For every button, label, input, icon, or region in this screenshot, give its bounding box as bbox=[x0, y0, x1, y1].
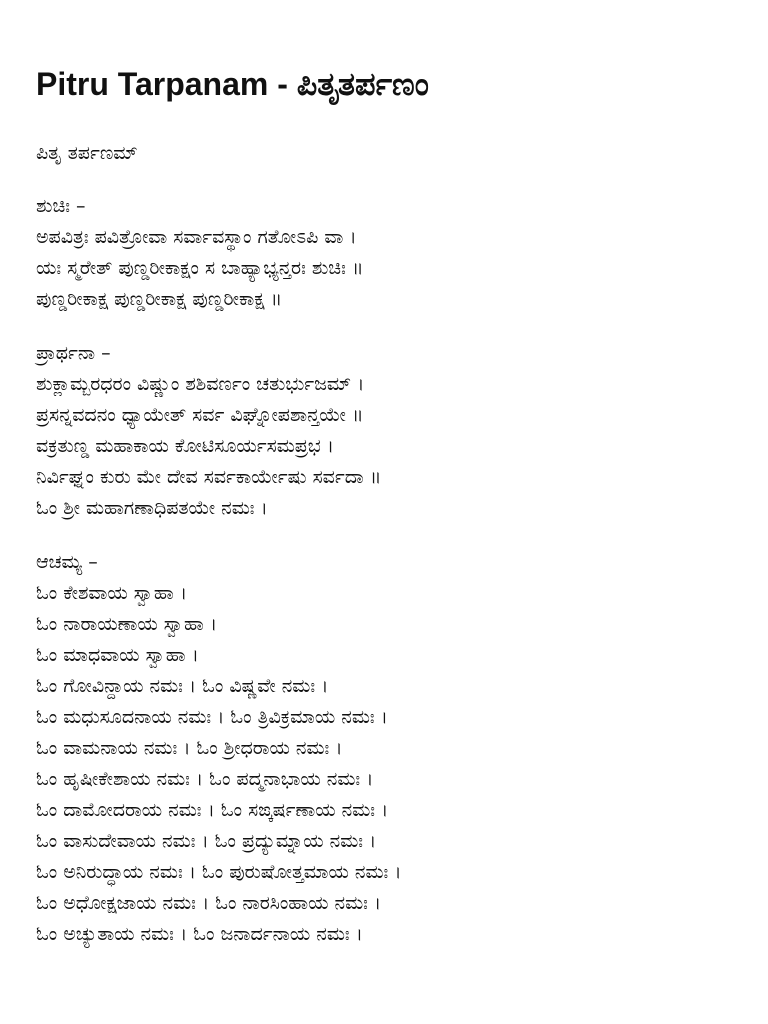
document-page bbox=[36, 58, 736, 973]
verse-line: ಓಂ ಮಧುಸೂದನಾಯ ನಮಃ । ಓಂ ತ್ರಿವಿಕ್ರಮಾಯ ನಮಃ । bbox=[36, 706, 388, 728]
verse-line: ಓಂ ಗೋವಿನ್ದಾಯ ನಮಃ । ಓಂ ವಿಷ್ಣವೇ ನಮಃ । bbox=[36, 675, 329, 697]
verse-line: ಯಃ ಸ್ಮರೇತ್ ಪುಣ್ಡರೀಕಾಕ್ಷಂ ಸ ಬಾಹ್ಯಾಭ್ಯನ್ತರಃ ಶುಚಿಃ ॥ bbox=[36, 257, 364, 279]
section-prarthana bbox=[36, 338, 736, 524]
verse-line: ಓಂ ದಾಮೋದರಾಯ ನಮಃ । ಓಂ ಸಙ್ಕರ್ಷಣಾಯ ನಮಃ । bbox=[36, 799, 389, 821]
verse-line: ಓಂ ಅನಿರುದ್ಧಾಯ ನಮಃ । ಓಂ ಪುರುಷೋತ್ತಮಾಯ ನಮಃ । bbox=[36, 861, 402, 883]
verse-line: ಓಂ ಶ್ರೀ ಮಹಾಗಣಾಧಿಪತಯೇ ನಮಃ । bbox=[36, 497, 268, 519]
verse-line: ಓಂ ಹೃಷೀಕೇಶಾಯ ನಮಃ । ಓಂ ಪದ್ಮನಾಭಾಯ ನಮಃ । bbox=[36, 768, 374, 790]
verse-line: ನಿರ್ವಿಘ್ನಂ ಕುರು ಮೇ ದೇವ ಸರ್ವಕಾರ್ಯೇಷು ಸರ್ವದಾ ॥ bbox=[36, 466, 382, 488]
verse-line: ಓಂ ವಾಮನಾಯ ನಮಃ । ಓಂ ಶ್ರೀಧರಾಯ ನಮಃ । bbox=[36, 737, 343, 759]
verse-line: ಪುಣ್ಡರೀಕಾಕ್ಷ ಪುಣ್ಡರೀಕಾಕ್ಷ ಪುಣ್ಡರೀಕಾಕ್ಷ ॥ bbox=[36, 288, 283, 310]
section-heading: ಶುಚಿಃ – bbox=[36, 195, 86, 217]
verse-line: ಶುಕ್ಲಾಮ್ಬರಧರಂ ವಿಷ್ಣುಂ ಶಶಿವರ್ಣಂ ಚತುರ್ಭುಜಮ್ । bbox=[36, 373, 365, 395]
section-achamya bbox=[36, 547, 736, 950]
section-shuchi bbox=[36, 191, 736, 315]
subtitle: ಪಿತೃ ತರ್ಪಣಮ್ bbox=[36, 142, 138, 164]
verse-line: ಅಪವಿತ್ರಃ ಪವಿತ್ರೋವಾ ಸರ್ವಾವಸ್ಥಾಂ ಗತೋಽಪಿ ವಾ । bbox=[36, 226, 357, 248]
verse-line: ಓಂ ಮಾಧವಾಯ ಸ್ವಾಹಾ । bbox=[36, 644, 199, 666]
section-heading: ಆಚಮ್ಯ – bbox=[36, 551, 98, 573]
section-heading: ಪ್ರಾರ್ಥನಾ – bbox=[36, 342, 111, 364]
page-title: Pitru Tarpanam - ಪಿತೃತರ್ಪಣಂ bbox=[36, 66, 429, 102]
verse-line: ಓಂ ವಾಸುದೇವಾಯ ನಮಃ । ಓಂ ಪ್ರದ್ಯುಮ್ನಾಯ ನಮಃ । bbox=[36, 830, 377, 852]
verse-line: ಓಂ ನಾರಾಯಣಾಯ ಸ್ವಾಹಾ । bbox=[36, 613, 218, 635]
verse-line: ಓಂ ಕೇಶವಾಯ ಸ್ವಾಹಾ । bbox=[36, 582, 188, 604]
verse-line: ಓಂ ಅಧೋಕ್ಷಜಾಯ ನಮಃ । ಓಂ ನಾರಸಿಂಹಾಯ ನಮಃ । bbox=[36, 892, 382, 914]
verse-line: ಓಂ ಅಚ್ಯುತಾಯ ನಮಃ । ಓಂ ಜನಾರ್ದನಾಯ ನಮಃ । bbox=[36, 923, 363, 945]
verse-line: ಪ್ರಸನ್ನವದನಂ ಧ್ಯಾಯೇತ್ ಸರ್ವ ವಿಘ್ನೋಪಶಾನ್ತಯೇ ॥ bbox=[36, 404, 364, 426]
verse-line: ವಕ್ರತುಣ್ಡ ಮಹಾಕಾಯ ಕೋಟಿಸೂರ್ಯಸಮಪ್ರಭ । bbox=[36, 435, 335, 457]
